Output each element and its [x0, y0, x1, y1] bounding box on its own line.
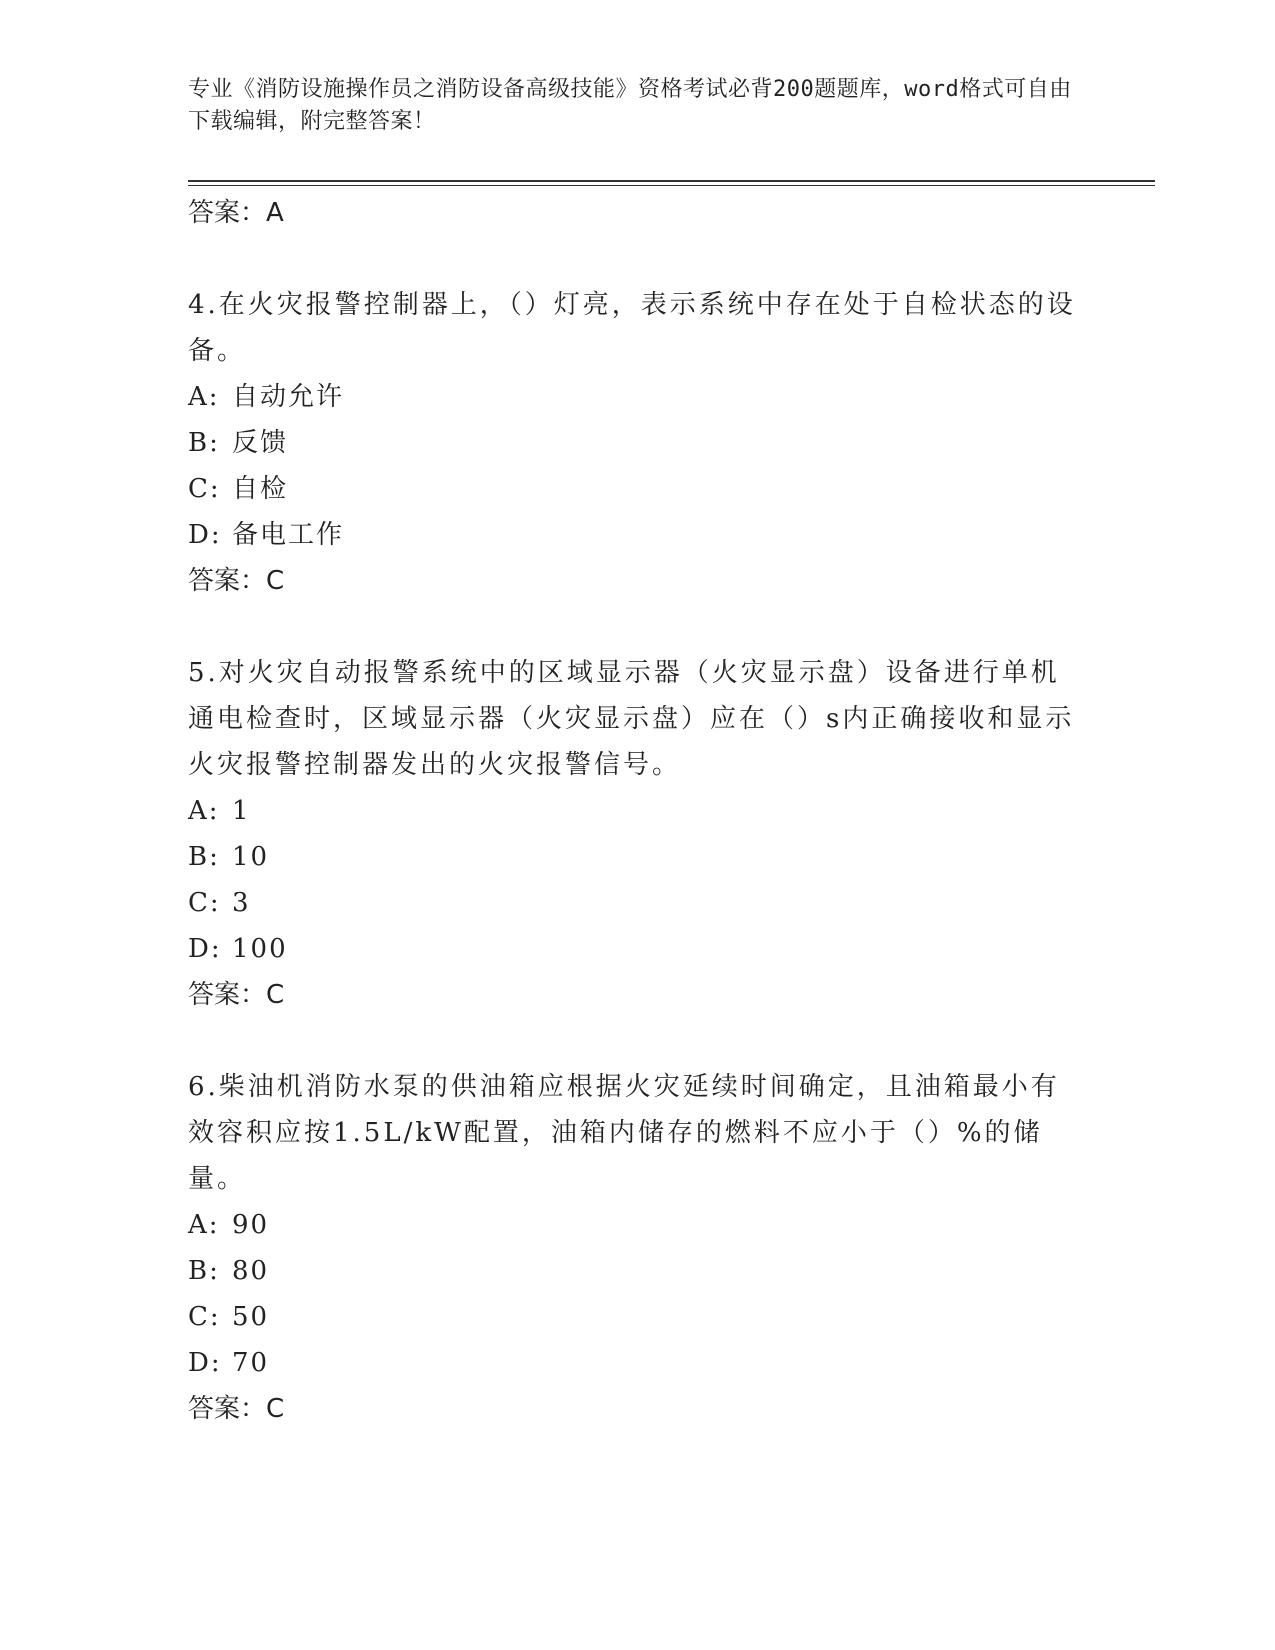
option-text: 自动允许 — [232, 382, 345, 412]
option-letter: D: — [188, 520, 222, 550]
option-letter: A: — [188, 382, 220, 412]
option-c — [188, 466, 1088, 512]
option-text: 自检 — [232, 474, 289, 504]
option-text: 反馈 — [232, 428, 289, 458]
option-d — [188, 926, 1088, 972]
option-letter: A: — [188, 796, 220, 826]
option-a — [188, 1202, 1088, 1248]
option-letter: B: — [188, 842, 220, 872]
option-text: 3 — [232, 888, 251, 918]
question-text: 6.柴油机消防水泵的供油箱应根据火灾延续时间确定，且油箱最小有效容积应按1.5L/kW配置，油箱内储存的燃料不应小于（）%的储量。 — [188, 1072, 1060, 1194]
answer-label: 答案：C — [188, 566, 285, 596]
option-c — [188, 1294, 1088, 1340]
question-text: 4.在火灾报警控制器上，（）灯亮，表示系统中存在处于自检状态的设备。 — [188, 290, 1076, 366]
option-letter: B: — [188, 428, 220, 458]
question-text: 5.对火灾自动报警系统中的区域显示器（火灾显示盘）设备进行单机通电检查时，区域显示器（火灾显示盘）应在（）s内正确接收和显示火灾报警控制器发出的火灾报警信号。 — [188, 658, 1075, 780]
option-text: 80 — [232, 1256, 270, 1286]
option-text: 10 — [232, 842, 270, 872]
option-letter: A: — [188, 1210, 220, 1240]
option-text: 90 — [232, 1210, 270, 1240]
answer-label: 答案：C — [188, 1394, 285, 1424]
question-block — [188, 1064, 1088, 1432]
option-letter: C: — [188, 474, 221, 504]
option-text: 50 — [232, 1302, 270, 1332]
option-letter: B: — [188, 1256, 220, 1286]
option-b — [188, 1248, 1088, 1294]
option-a — [188, 788, 1088, 834]
option-c — [188, 880, 1088, 926]
option-text: 备电工作 — [232, 520, 345, 550]
header-rule-thin — [188, 185, 1155, 186]
document-header: 专业《消防设施操作员之消防设备高级技能》资格考试必背200题题库，word格式可自由下载编辑，附完整答案！ — [188, 77, 1072, 134]
option-a — [188, 374, 1088, 420]
option-d — [188, 512, 1088, 558]
option-d — [188, 1340, 1088, 1386]
option-letter: D: — [188, 934, 222, 964]
question-block — [188, 282, 1088, 604]
question-content — [188, 190, 1088, 1432]
option-b — [188, 834, 1088, 880]
answer-label: 答案：C — [188, 980, 285, 1010]
answer-previous: 答案：A — [188, 198, 284, 228]
spacer — [188, 1018, 1088, 1064]
option-text: 100 — [232, 934, 288, 964]
option-b — [188, 420, 1088, 466]
header-rule-thick — [188, 180, 1155, 182]
question-block — [188, 650, 1088, 1018]
option-text: 1 — [232, 796, 251, 826]
spacer — [188, 236, 1088, 282]
spacer — [188, 604, 1088, 650]
option-text: 70 — [232, 1348, 270, 1378]
option-letter: C: — [188, 888, 221, 918]
option-letter: C: — [188, 1302, 221, 1332]
option-letter: D: — [188, 1348, 222, 1378]
